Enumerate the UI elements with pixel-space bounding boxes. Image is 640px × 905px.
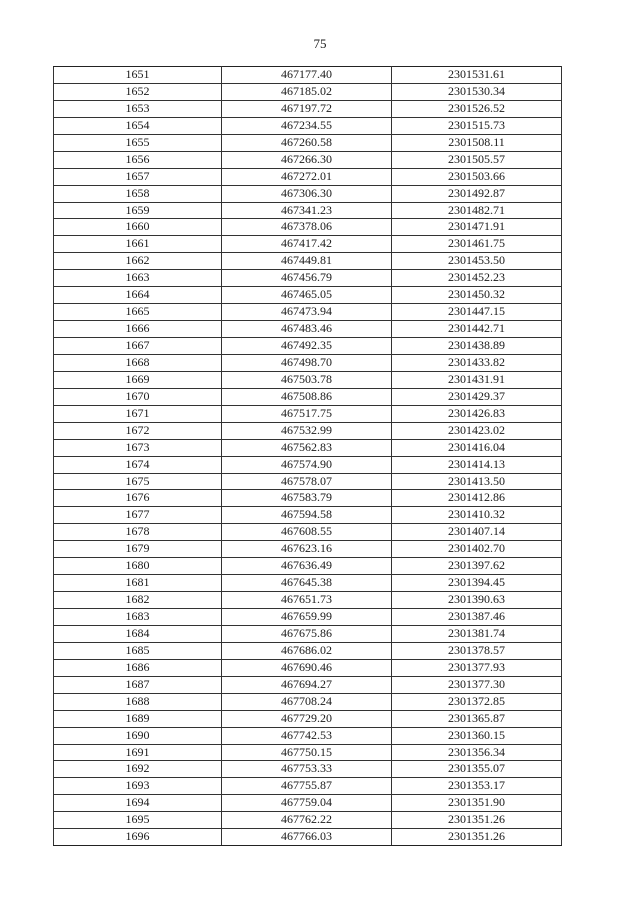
- x-coordinate-cell: 467498.70: [222, 354, 392, 371]
- page-number: 75: [313, 36, 327, 51]
- y-coordinate-cell: 2301413.50: [392, 473, 562, 490]
- point-number-cell: 1679: [54, 541, 222, 558]
- point-number-cell: 1663: [54, 270, 222, 287]
- point-number-cell: 1687: [54, 676, 222, 693]
- x-coordinate-cell: 467645.38: [222, 575, 392, 592]
- y-coordinate-cell: 2301450.32: [392, 287, 562, 304]
- table-row: [54, 83, 562, 100]
- x-coordinate-cell: 467456.79: [222, 270, 392, 287]
- table-row: [54, 575, 562, 592]
- y-coordinate-cell: 2301426.83: [392, 405, 562, 422]
- y-coordinate-cell: 2301423.02: [392, 422, 562, 439]
- point-number-cell: 1675: [54, 473, 222, 490]
- y-coordinate-cell: 2301356.34: [392, 744, 562, 761]
- point-number-cell: 1651: [54, 67, 222, 84]
- y-coordinate-cell: 2301429.37: [392, 388, 562, 405]
- table-row: [54, 592, 562, 609]
- y-coordinate-cell: 2301530.34: [392, 83, 562, 100]
- point-number-cell: 1683: [54, 609, 222, 626]
- x-coordinate-cell: 467694.27: [222, 676, 392, 693]
- x-coordinate-cell: 467483.46: [222, 321, 392, 338]
- point-number-cell: 1684: [54, 625, 222, 642]
- point-number-cell: 1665: [54, 304, 222, 321]
- point-number-cell: 1664: [54, 287, 222, 304]
- x-coordinate-cell: 467708.24: [222, 693, 392, 710]
- point-number-cell: 1672: [54, 422, 222, 439]
- point-number-cell: 1692: [54, 761, 222, 778]
- table-row: [54, 439, 562, 456]
- x-coordinate-cell: 467675.86: [222, 625, 392, 642]
- y-coordinate-cell: 2301453.50: [392, 253, 562, 270]
- point-number-cell: 1661: [54, 236, 222, 253]
- point-number-cell: 1668: [54, 354, 222, 371]
- y-coordinate-cell: 2301433.82: [392, 354, 562, 371]
- y-coordinate-cell: 2301407.14: [392, 524, 562, 541]
- table-row: [54, 371, 562, 388]
- table-row: [54, 168, 562, 185]
- point-number-cell: 1677: [54, 507, 222, 524]
- y-coordinate-cell: 2301351.26: [392, 829, 562, 846]
- point-number-cell: 1689: [54, 710, 222, 727]
- y-coordinate-cell: 2301402.70: [392, 541, 562, 558]
- point-number-cell: 1655: [54, 134, 222, 151]
- point-number-cell: 1666: [54, 321, 222, 338]
- y-coordinate-cell: 2301360.15: [392, 727, 562, 744]
- table-row: [54, 388, 562, 405]
- table-row: [54, 405, 562, 422]
- x-coordinate-cell: 467449.81: [222, 253, 392, 270]
- y-coordinate-cell: 2301381.74: [392, 625, 562, 642]
- x-coordinate-cell: 467177.40: [222, 67, 392, 84]
- y-coordinate-cell: 2301431.91: [392, 371, 562, 388]
- x-coordinate-cell: 467266.30: [222, 151, 392, 168]
- table-row: [54, 270, 562, 287]
- y-coordinate-cell: 2301452.23: [392, 270, 562, 287]
- x-coordinate-cell: 467517.75: [222, 405, 392, 422]
- y-coordinate-cell: 2301515.73: [392, 117, 562, 134]
- table-row: [54, 219, 562, 236]
- x-coordinate-cell: 467762.22: [222, 812, 392, 829]
- x-coordinate-cell: 467742.53: [222, 727, 392, 744]
- table-row: [54, 236, 562, 253]
- table-row: [54, 456, 562, 473]
- y-coordinate-cell: 2301471.91: [392, 219, 562, 236]
- point-number-cell: 1654: [54, 117, 222, 134]
- point-number-cell: 1656: [54, 151, 222, 168]
- y-coordinate-cell: 2301531.61: [392, 67, 562, 84]
- table-row: [54, 829, 562, 846]
- table-row: [54, 609, 562, 626]
- point-number-cell: 1676: [54, 490, 222, 507]
- x-coordinate-cell: 467594.58: [222, 507, 392, 524]
- table-row: [54, 558, 562, 575]
- table-row: [54, 625, 562, 642]
- x-coordinate-cell: 467623.16: [222, 541, 392, 558]
- point-number-cell: 1659: [54, 202, 222, 219]
- x-coordinate-cell: 467473.94: [222, 304, 392, 321]
- table-row: [54, 354, 562, 371]
- y-coordinate-cell: 2301412.86: [392, 490, 562, 507]
- point-number-cell: 1652: [54, 83, 222, 100]
- x-coordinate-cell: 467341.23: [222, 202, 392, 219]
- point-number-cell: 1658: [54, 185, 222, 202]
- point-number-cell: 1670: [54, 388, 222, 405]
- coordinates-table-body: [54, 67, 562, 846]
- table-row: [54, 778, 562, 795]
- x-coordinate-cell: 467508.86: [222, 388, 392, 405]
- x-coordinate-cell: 467197.72: [222, 100, 392, 117]
- table-row: [54, 253, 562, 270]
- y-coordinate-cell: 2301390.63: [392, 592, 562, 609]
- table-row: [54, 202, 562, 219]
- table-row: [54, 134, 562, 151]
- y-coordinate-cell: 2301492.87: [392, 185, 562, 202]
- point-number-cell: 1671: [54, 405, 222, 422]
- y-coordinate-cell: 2301351.26: [392, 812, 562, 829]
- table-row: [54, 304, 562, 321]
- y-coordinate-cell: 2301526.52: [392, 100, 562, 117]
- x-coordinate-cell: 467532.99: [222, 422, 392, 439]
- x-coordinate-cell: 467578.07: [222, 473, 392, 490]
- table-row: [54, 676, 562, 693]
- x-coordinate-cell: 467753.33: [222, 761, 392, 778]
- x-coordinate-cell: 467272.01: [222, 168, 392, 185]
- point-number-cell: 1667: [54, 338, 222, 355]
- point-number-cell: 1669: [54, 371, 222, 388]
- x-coordinate-cell: 467759.04: [222, 795, 392, 812]
- y-coordinate-cell: 2301378.57: [392, 642, 562, 659]
- table-row: [54, 761, 562, 778]
- x-coordinate-cell: 467185.02: [222, 83, 392, 100]
- point-number-cell: 1673: [54, 439, 222, 456]
- table-row: [54, 338, 562, 355]
- y-coordinate-cell: 2301351.90: [392, 795, 562, 812]
- y-coordinate-cell: 2301353.17: [392, 778, 562, 795]
- x-coordinate-cell: 467690.46: [222, 659, 392, 676]
- x-coordinate-cell: 467465.05: [222, 287, 392, 304]
- table-row: [54, 812, 562, 829]
- y-coordinate-cell: 2301377.30: [392, 676, 562, 693]
- table-row: [54, 795, 562, 812]
- x-coordinate-cell: 467659.99: [222, 609, 392, 626]
- table-row: [54, 151, 562, 168]
- y-coordinate-cell: 2301505.57: [392, 151, 562, 168]
- point-number-cell: 1662: [54, 253, 222, 270]
- y-coordinate-cell: 2301461.75: [392, 236, 562, 253]
- x-coordinate-cell: 467492.35: [222, 338, 392, 355]
- table-row: [54, 100, 562, 117]
- point-number-cell: 1678: [54, 524, 222, 541]
- table-row: [54, 507, 562, 524]
- table-row: [54, 67, 562, 84]
- y-coordinate-cell: 2301447.15: [392, 304, 562, 321]
- x-coordinate-cell: 467417.42: [222, 236, 392, 253]
- y-coordinate-cell: 2301503.66: [392, 168, 562, 185]
- point-number-cell: 1690: [54, 727, 222, 744]
- x-coordinate-cell: 467755.87: [222, 778, 392, 795]
- table-row: [54, 117, 562, 134]
- point-number-cell: 1693: [54, 778, 222, 795]
- table-row: [54, 541, 562, 558]
- x-coordinate-cell: 467766.03: [222, 829, 392, 846]
- y-coordinate-cell: 2301438.89: [392, 338, 562, 355]
- x-coordinate-cell: 467574.90: [222, 456, 392, 473]
- x-coordinate-cell: 467729.20: [222, 710, 392, 727]
- point-number-cell: 1681: [54, 575, 222, 592]
- y-coordinate-cell: 2301355.07: [392, 761, 562, 778]
- y-coordinate-cell: 2301416.04: [392, 439, 562, 456]
- y-coordinate-cell: 2301387.46: [392, 609, 562, 626]
- table-row: [54, 744, 562, 761]
- table-row: [54, 727, 562, 744]
- x-coordinate-cell: 467503.78: [222, 371, 392, 388]
- table-row: [54, 473, 562, 490]
- y-coordinate-cell: 2301410.32: [392, 507, 562, 524]
- y-coordinate-cell: 2301365.87: [392, 710, 562, 727]
- point-number-cell: 1680: [54, 558, 222, 575]
- x-coordinate-cell: 467608.55: [222, 524, 392, 541]
- y-coordinate-cell: 2301377.93: [392, 659, 562, 676]
- point-number-cell: 1682: [54, 592, 222, 609]
- point-number-cell: 1686: [54, 659, 222, 676]
- x-coordinate-cell: 467306.30: [222, 185, 392, 202]
- x-coordinate-cell: 467636.49: [222, 558, 392, 575]
- table-row: [54, 710, 562, 727]
- table-row: [54, 524, 562, 541]
- point-number-cell: 1695: [54, 812, 222, 829]
- x-coordinate-cell: 467750.15: [222, 744, 392, 761]
- table-row: [54, 659, 562, 676]
- y-coordinate-cell: 2301372.85: [392, 693, 562, 710]
- point-number-cell: 1674: [54, 456, 222, 473]
- y-coordinate-cell: 2301397.62: [392, 558, 562, 575]
- x-coordinate-cell: 467651.73: [222, 592, 392, 609]
- point-number-cell: 1660: [54, 219, 222, 236]
- table-row: [54, 642, 562, 659]
- table-row: [54, 321, 562, 338]
- table-row: [54, 422, 562, 439]
- table-row: [54, 490, 562, 507]
- table-row: [54, 185, 562, 202]
- table-row: [54, 693, 562, 710]
- point-number-cell: 1694: [54, 795, 222, 812]
- point-number-cell: 1657: [54, 168, 222, 185]
- point-number-cell: 1688: [54, 693, 222, 710]
- y-coordinate-cell: 2301482.71: [392, 202, 562, 219]
- y-coordinate-cell: 2301394.45: [392, 575, 562, 592]
- point-number-cell: 1691: [54, 744, 222, 761]
- coordinates-table: [53, 66, 562, 846]
- table-row: [54, 287, 562, 304]
- x-coordinate-cell: 467686.02: [222, 642, 392, 659]
- x-coordinate-cell: 467583.79: [222, 490, 392, 507]
- y-coordinate-cell: 2301508.11: [392, 134, 562, 151]
- point-number-cell: 1653: [54, 100, 222, 117]
- x-coordinate-cell: 467562.83: [222, 439, 392, 456]
- x-coordinate-cell: 467234.55: [222, 117, 392, 134]
- point-number-cell: 1685: [54, 642, 222, 659]
- y-coordinate-cell: 2301414.13: [392, 456, 562, 473]
- x-coordinate-cell: 467378.06: [222, 219, 392, 236]
- point-number-cell: 1696: [54, 829, 222, 846]
- x-coordinate-cell: 467260.58: [222, 134, 392, 151]
- y-coordinate-cell: 2301442.71: [392, 321, 562, 338]
